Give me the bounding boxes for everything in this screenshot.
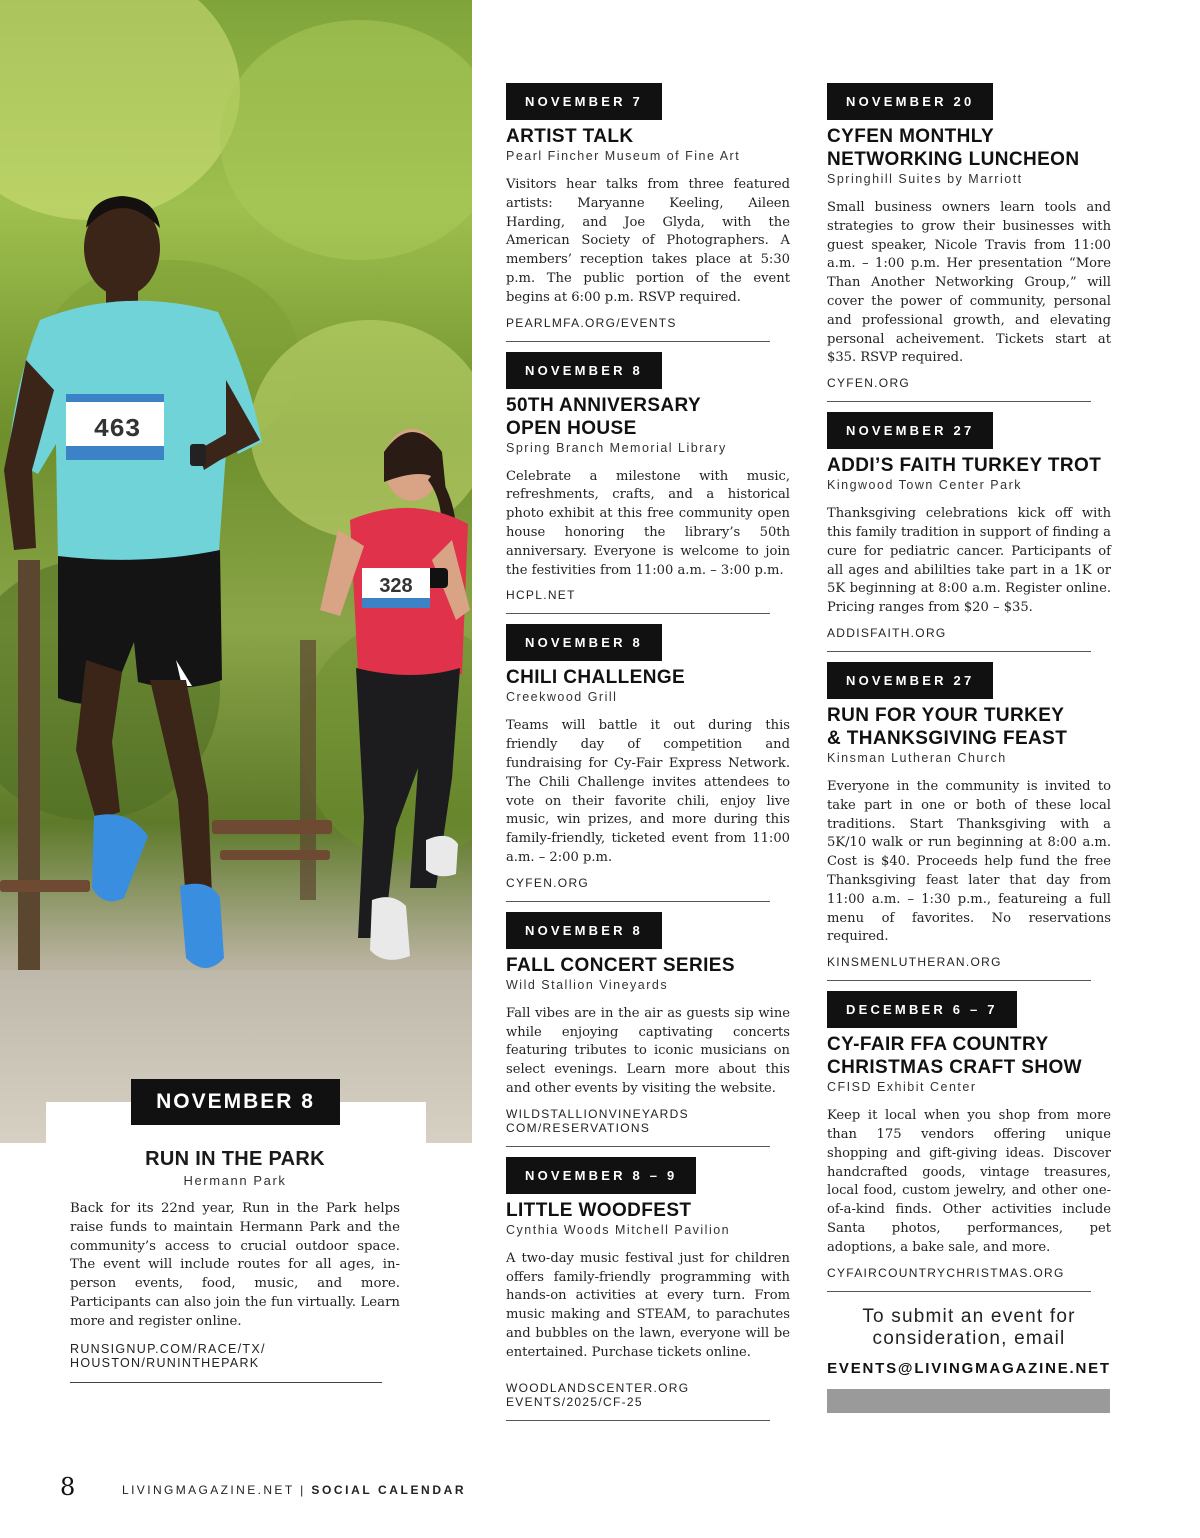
featured-url-link[interactable] bbox=[70, 1342, 390, 1370]
event-venue: Pearl Fincher Museum of Fine Art bbox=[506, 149, 741, 163]
event-date-tag: NOVEMBER 20 bbox=[827, 83, 993, 120]
submit-email-link[interactable]: EVENTS@LIVINGMAGAZINE.NET bbox=[827, 1359, 1111, 1377]
featured-divider bbox=[70, 1382, 382, 1383]
event-body: Celebrate a milestone with music, refreshments, crafts, and a historical photo exhibit at this free community open house honoring the library’s 50th anniversary. Everyone is welcome to join the festivities from 11:00 a.m. – 3:00 p.m. bbox=[506, 468, 790, 578]
footer-separator: | bbox=[300, 1483, 306, 1497]
event-card bbox=[827, 662, 1111, 981]
events-column-2 bbox=[827, 83, 1111, 1413]
event-title: ADDI’S FAITH TURKEY TROT bbox=[827, 455, 1102, 477]
event-divider bbox=[827, 1291, 1091, 1292]
event-title: CHILI CHALLENGE bbox=[506, 667, 686, 689]
event-url-link[interactable]: HCPL.NET bbox=[506, 588, 576, 603]
featured-body: Back for its 22nd year, Run in the Park helps raise funds to maintain Hermann Park and the community’s access to crucial outdoor space. The event will include routes for all ages, in-person events, food, music, and more. Participants can also join the fun virtually. Learn more and register online. bbox=[70, 1201, 400, 1329]
events-column-1 bbox=[506, 83, 790, 1421]
event-venue: Wild Stallion Vineyards bbox=[506, 977, 669, 992]
female-runner bbox=[320, 429, 470, 960]
footer-section: SOCIAL CALENDAR bbox=[311, 1483, 467, 1497]
event-body: Keep it local when you shop from more than 175 vendors offering unique shopping and gift-giving ideas. Discover handcrafted goods, vintage treasures, local food, custom jewelry, and other one-of-a-kind finds. Other activities include Santa photos, performances, pet adoptions, a bake sale, and more. bbox=[827, 1108, 1111, 1255]
featured-url-line2: HOUSTON/RUNINTHEPARK bbox=[70, 1356, 260, 1370]
event-date-tag: NOVEMBER 27 bbox=[827, 662, 993, 699]
event-venue: Kingwood Town Center Park bbox=[827, 478, 1022, 493]
event-body: Thanksgiving celebrations kick off with this family tradition in support of finding a cure for pediatric cancer. Participants of all ages and abililties take part in a 1K or 5K beginning at 8:00 a.m. Register online. Pricing ranges from $20 – $35. bbox=[827, 506, 1111, 616]
event-title: RUN FOR YOUR TURKEY & THANKSGIVING FEAST bbox=[827, 704, 1068, 749]
event-card bbox=[506, 912, 790, 1147]
event-url-link[interactable]: CYFEN.ORG bbox=[827, 376, 911, 391]
event-card bbox=[506, 1157, 790, 1421]
event-date-tag: NOVEMBER 27 bbox=[827, 412, 993, 449]
submit-event-box bbox=[827, 1306, 1111, 1413]
event-divider bbox=[827, 651, 1091, 652]
event-divider bbox=[827, 980, 1091, 981]
event-date-tag: NOVEMBER 8 – 9 bbox=[506, 1157, 696, 1194]
event-venue: Kinsman Lutheran Church bbox=[827, 750, 1007, 765]
event-divider bbox=[506, 1420, 770, 1421]
event-url-link[interactable]: WOODLANDSCENTER.ORG EVENTS/2025/CF-25 bbox=[506, 1380, 690, 1409]
event-divider bbox=[506, 1146, 770, 1147]
event-venue: Cynthia Woods Mitchell Pavilion bbox=[506, 1222, 731, 1237]
event-body: Visitors hear talks from three featured artists: Maryanne Keeling, Aileen Harding, and Joe Glyda, with the American Society of Photographers. A members’ reception takes place at 5:30 p.m. The public portion of the event begins at 6:00 p.m. RSVP required. bbox=[506, 177, 790, 305]
event-divider bbox=[506, 341, 770, 342]
page-footer bbox=[122, 1483, 466, 1497]
event-body: A two-day music festival just for children offers family-friendly programming with hands-on activities at every turn. From music making and STEAM, to parachutes and bubbles on the lawn, everyone will be entertained. Purchase tickets online. bbox=[506, 1250, 790, 1360]
event-date-tag: NOVEMBER 8 bbox=[506, 352, 662, 389]
event-title: 50TH ANNIVERSARY OPEN HOUSE bbox=[506, 394, 702, 439]
submit-bar bbox=[827, 1389, 1110, 1413]
event-title: LITTLE WOODFEST bbox=[506, 1199, 692, 1221]
event-url-link[interactable]: CYFAIRCOUNTRYCHRISTMAS.ORG bbox=[827, 1265, 1065, 1280]
hero-photo bbox=[0, 0, 472, 1143]
event-card bbox=[506, 352, 790, 615]
event-date-tag: NOVEMBER 7 bbox=[506, 83, 662, 120]
event-url-link[interactable]: PEARLMFA.ORG/EVENTS bbox=[506, 315, 677, 330]
event-venue: Creekwood Grill bbox=[506, 690, 618, 705]
event-body: Small business owners learn tools and strategies to grow their businesses with guest speaker, Nicole Travis from 11:00 a.m. – 1:00 p.m. Her presentation “More Than Another Networking Group,” will cover the power of community, personal and professional growth, and elevating personal acheivement. Tickets start at $35. RSVP required. bbox=[827, 200, 1111, 366]
event-card bbox=[827, 991, 1111, 1291]
featured-url-line1: RUNSIGNUP.COM/RACE/TX/ bbox=[70, 1342, 266, 1356]
event-title: ARTIST TALK bbox=[506, 126, 634, 147]
bib-secondary: 328 bbox=[379, 575, 413, 597]
event-card bbox=[506, 624, 790, 901]
event-card bbox=[827, 83, 1111, 402]
event-url-link[interactable]: KINSMENLUTHERAN.ORG bbox=[827, 955, 1002, 970]
event-url-link[interactable]: WILDSTALLIONVINEYARDS COM/RESERVATIONS bbox=[506, 1106, 689, 1135]
event-card bbox=[506, 83, 790, 342]
bib-primary: 463 bbox=[93, 414, 141, 444]
event-divider bbox=[827, 401, 1091, 402]
event-divider bbox=[506, 613, 770, 614]
event-url-link[interactable]: ADDISFAITH.ORG bbox=[827, 625, 947, 640]
event-venue: Spring Branch Memorial Library bbox=[506, 440, 727, 455]
event-url-link[interactable]: CYFEN.ORG bbox=[506, 875, 590, 890]
event-date-tag: NOVEMBER 8 bbox=[506, 624, 662, 661]
footer-site: LIVINGMAGAZINE.NET bbox=[122, 1483, 295, 1497]
runners-illustration bbox=[0, 0, 472, 1143]
featured-venue: Hermann Park bbox=[183, 1173, 287, 1188]
event-body: Teams will battle it out during this friendly day of competition and fundraising for Cy-Fair Express Network. The Chili Challenge invites attendees to vote on their favorite chili, enjoy live music, win prizes, and more during this family-friendly, ticketed event from 11:00 a.m. – 2:00 p.m. bbox=[506, 718, 790, 865]
event-card bbox=[827, 412, 1111, 652]
male-runner bbox=[4, 196, 262, 968]
event-body: Fall vibes are in the air as guests sip wine while enjoying captivating concerts featuring tributes to iconic musicians on select evenings. Learn more about this and other events by visiting the website. bbox=[506, 1005, 790, 1096]
event-title: CYFEN MONTHLY NETWORKING LUNCHEON bbox=[827, 126, 1080, 170]
event-body: Everyone in the community is invited to take part in one or both of these local traditions. Start Thanksgiving with a 5K/10 walk or run beginning at 8:00 a.m. Cost is $40. Proceeds help fund the free Thanksgiving feast later that day from 11:00 a.m. – 1:30 p.m., featureing a full menu of favorites. No reservations required. bbox=[827, 778, 1111, 945]
event-divider bbox=[506, 901, 770, 902]
featured-title: RUN IN THE PARK bbox=[145, 1148, 325, 1170]
event-date-tag: NOVEMBER 8 bbox=[506, 912, 662, 949]
event-venue: CFISD Exhibit Center bbox=[827, 1080, 977, 1095]
submit-text: To submit an event for consideration, email bbox=[862, 1305, 1076, 1349]
event-title: CY-FAIR FFA COUNTRY CHRISTMAS CRAFT SHOW bbox=[827, 1034, 1082, 1079]
event-title: FALL CONCERT SERIES bbox=[506, 954, 735, 976]
page-number: 8 bbox=[60, 1473, 76, 1501]
event-date-tag: DECEMBER 6 – 7 bbox=[827, 991, 1017, 1028]
event-venue: Springhill Suites by Marriott bbox=[827, 172, 1023, 186]
featured-date-tag: NOVEMBER 8 bbox=[131, 1079, 340, 1125]
